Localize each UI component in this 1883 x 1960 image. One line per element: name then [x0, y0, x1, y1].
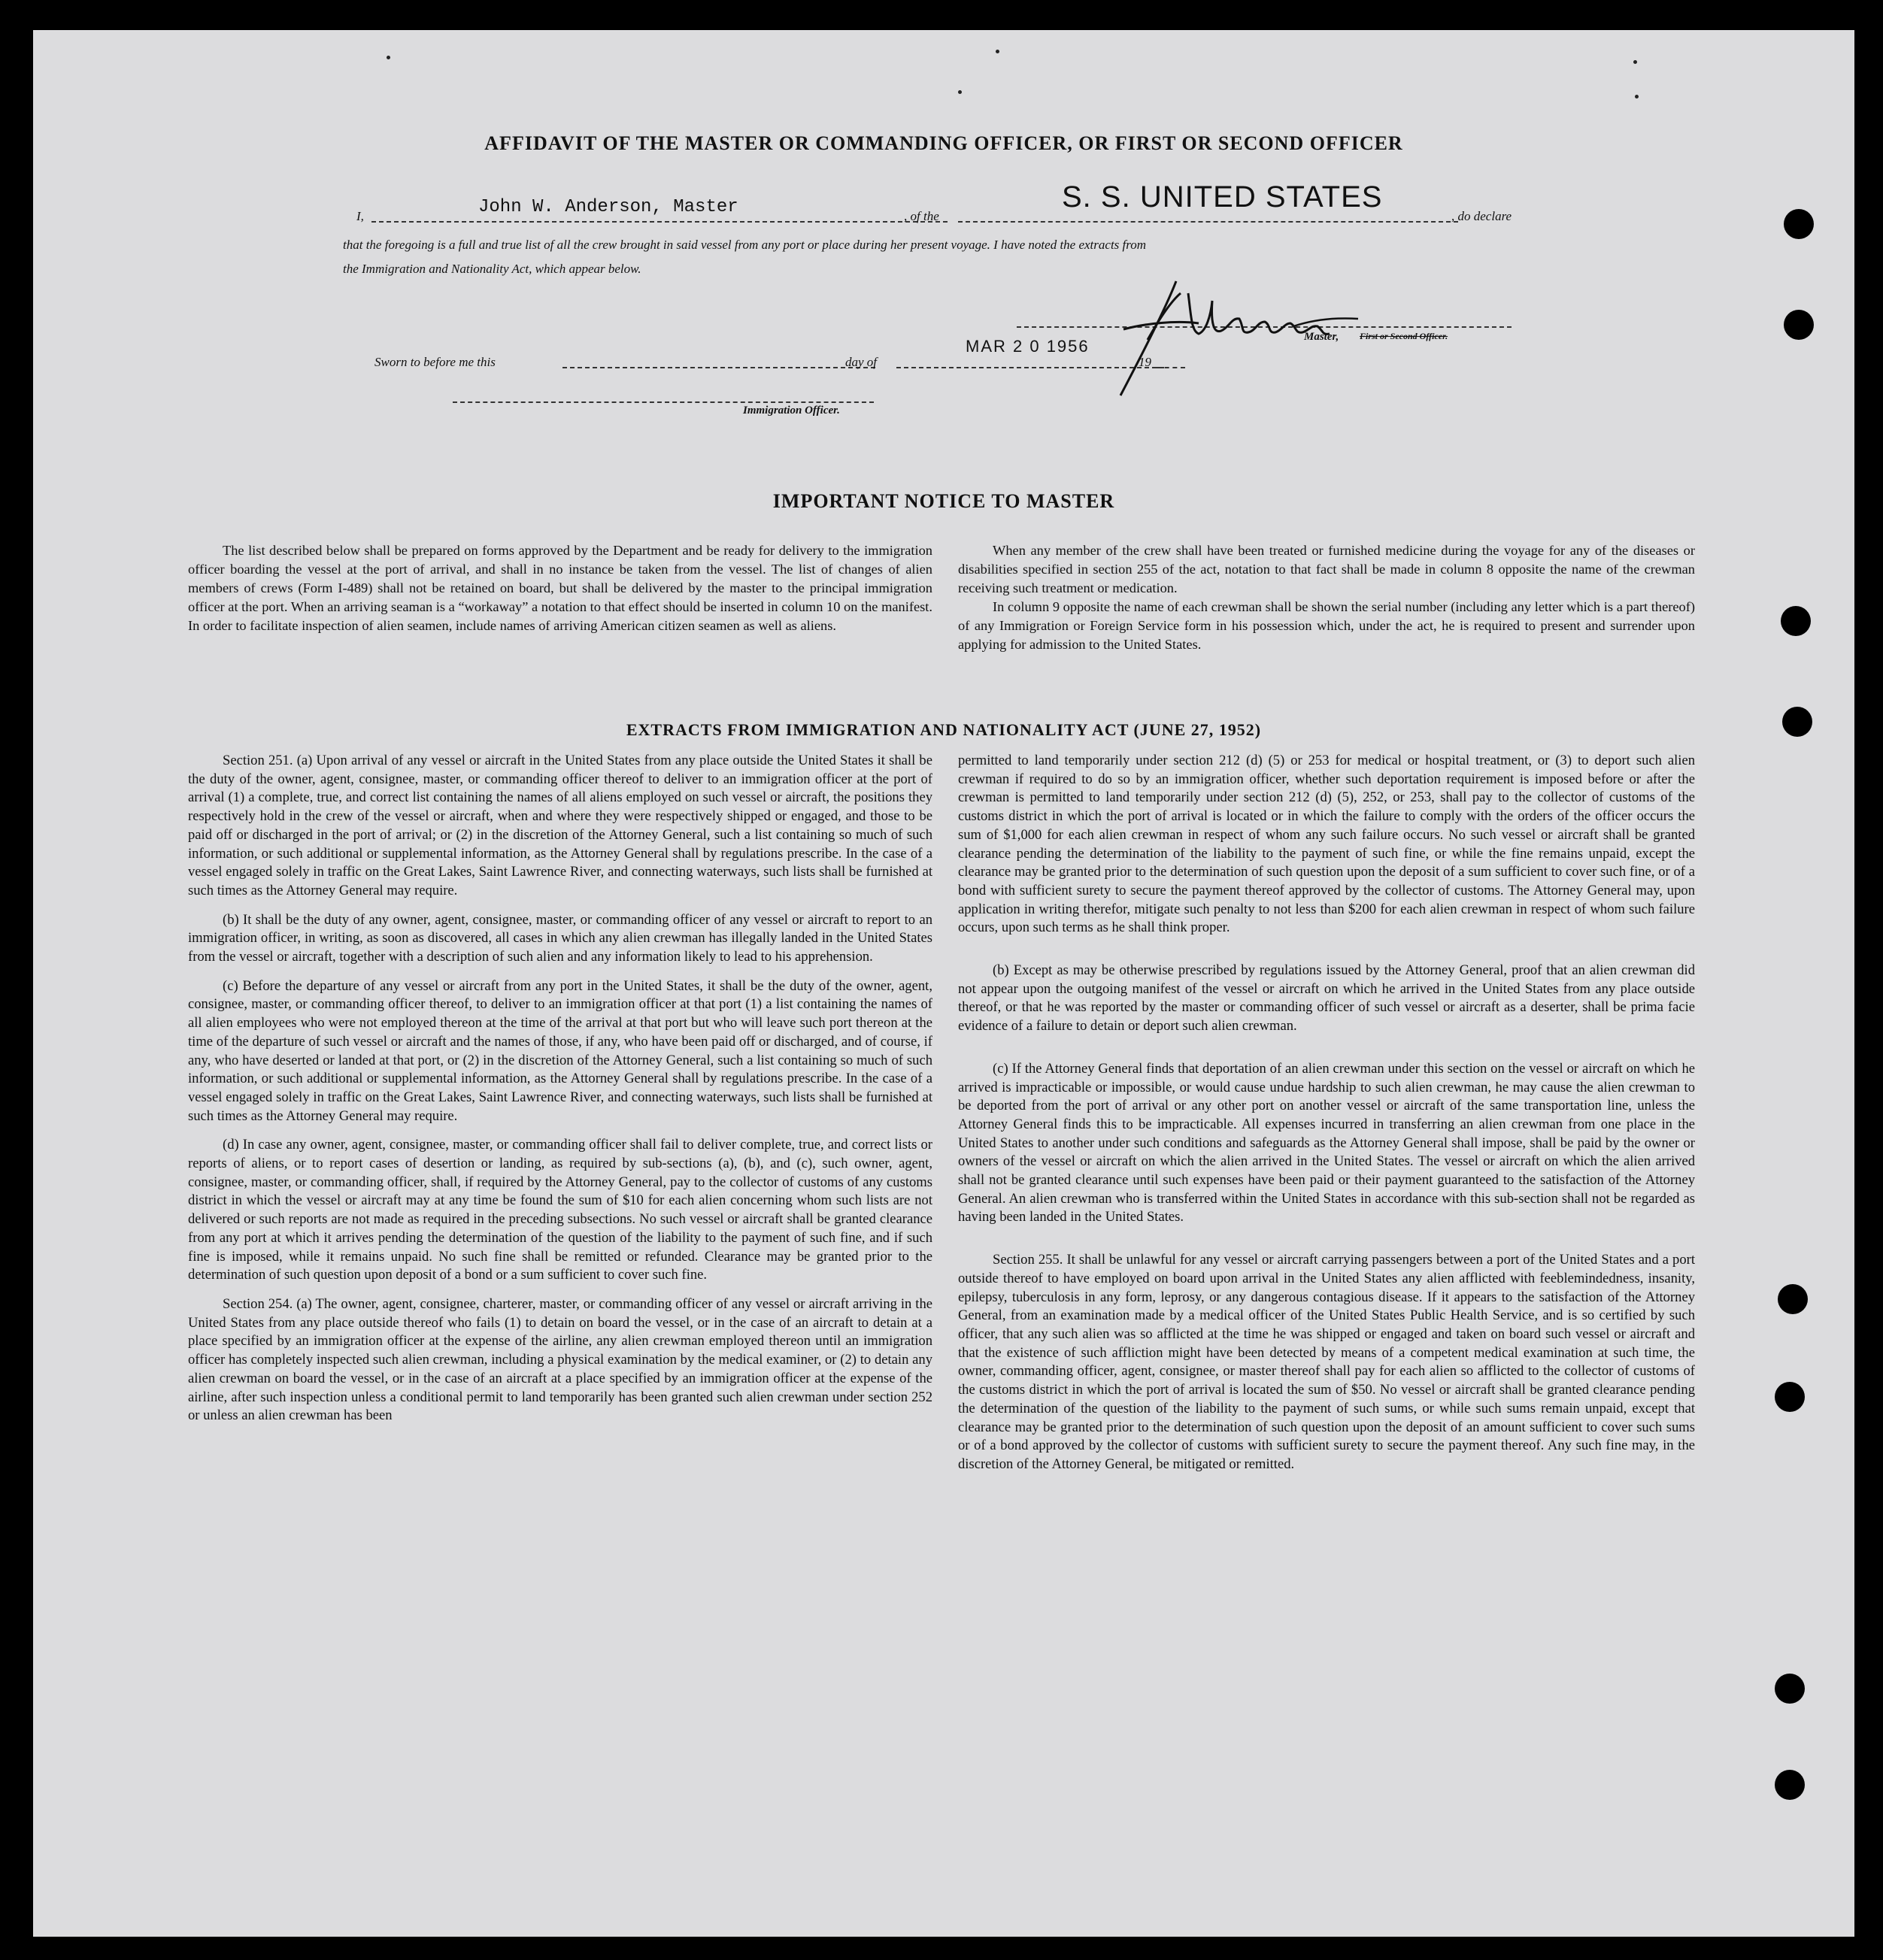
date-stamp: MAR 2 0 1956 [966, 337, 1090, 356]
sworn-label: Sworn to before me this [374, 355, 496, 369]
speck [958, 90, 962, 94]
vessel-name: S. S. UNITED STATES [1062, 180, 1383, 214]
binder-hole [1775, 1674, 1805, 1704]
notice-left-column [188, 541, 932, 635]
binder-hole [1775, 1770, 1805, 1800]
declaration-line-1: that the foregoing is a full and true list of all the crew brought in said vessel from any port or place during her present voyage. I have noted the extracts from [343, 238, 1147, 252]
binder-hole [1778, 1284, 1808, 1314]
i-label: I, [356, 209, 364, 223]
binder-hole [1781, 606, 1811, 636]
section-254-c: (c) If the Attorney General finds that deportation of an alien crewman under this section on the vessel or aircraft on which he arrived is impracticable or impossible, or would cause undue hardship to such alien crewman, he may cause the alien crewman to be deported from the port of arrival or any other port on another vessel or aircraft of the same transportation line, unless the Attorney General finds this to be impracticable. All expenses incurred in transferring an alien crewman from one place in the United States to another under such conditions and safeguards as the Attorney General shall impose, shall be paid by the owner or owners of the vessel or aircraft on which the alien arrived in the United States. The vessel or aircraft on which the alien arrived shall not be granted clearance until such expenses have been paid or their payment guaranteed to the satisfaction of the Attorney General. An alien crewman who is transferred within the United States in accordance with this sub-section shall not be regarded as having been landed in the United States. [958, 1060, 1695, 1225]
section-254-a-continued: permitted to land temporarily under section 212 (d) (5) or 253 for medical or hospital treatment, or (3) to deport such alien crewman if required to do so by an immigration officer, whether such deportation requirement is imposed before or after the crewman is permitted to land temporarily under section 212 (d) (5), 252, or 253, shall pay to the collector of customs of the customs district in which the port of arrival is located or in which the failure to comply with the orders of the officer occurs the sum of $1,000 for each alien crewman in respect of whom any such failure occurs. No such vessel or aircraft shall be granted clearance pending the determination of the liability to the payment of such fine, or while the fine remains unpaid, except the clearance may be granted prior to the determination of such question upon the deposit of a sum sufficient to cover such fine, or of a bond with sufficient surety to secure the payment thereof approved by the collector of customs. The Attorney General may, upon application in writing therefor, mitigate such penalty to not less than $200 for each alien crewman in respect of whom such failure occurs, upon such terms as he shall think proper. [958, 753, 1695, 936]
vessel-line [958, 221, 1458, 223]
of-the-label: , of the [904, 209, 939, 223]
section-251-b: (b) It shall be the duty of any owner, agent, consignee, master, or commanding officer of any vessel or aircraft to report to an immigration officer, in writing, as soon as discovered, all cases in which any alien crewman has illegally landed in the United States from the vessel or aircraft, together with a description of such alien and any information likely to lead to his apprehension. [188, 911, 932, 965]
extracts-right-column [958, 752, 1695, 1474]
notice-right-paragraph-1: When any member of the crew shall have been treated or furnished medicine during the voyage for any of the diseases or disabilities specified in section 255 of the act, notation to that fact shall be made in column 8 opposite the name of the crewman receiving such treatment or medication. [958, 543, 1695, 595]
day-of-label: day of [845, 355, 878, 369]
speck [1635, 95, 1639, 98]
binder-hole [1784, 310, 1814, 340]
declaration-line-2: the Immigration and Nationality Act, which appear below. [343, 262, 641, 276]
extracts-left-column [188, 752, 932, 1425]
notice-right-paragraph-2: In column 9 opposite the name of each crewman shall be shown the serial number (including any letter which is a part thereof) of any Immigration or Foreign Service form in his possession which, under the act, he is required to present and surrender upon applying for admission to the United States. [958, 598, 1695, 652]
sworn-month-line [896, 367, 1164, 368]
section-255: Section 255. It shall be unlawful for any vessel or aircraft carrying passengers between a port of the United States and a port outside thereof to have employed on board upon arrival in the United States any alien afflicted with feeblemindedness, insanity, epilepsy, tuberculosis in any form, leprosy, or any dangerous contagious disease. If it appears to the satisfaction of the Attorney General, from an examination made by a medical officer of the United States Public Health Service, and is so certified by such officer, that any such alien was so afflicted at the time he was shipped or engaged and taken on board such vessel or aircraft and that the existence of such affliction might have been detected by means of a competent medical examination at such time, the owner, commanding officer, agent, consignee, or master thereof shall pay for each alien so afflicted to the collector of customs of the customs district in which the port of arrival is located the sum of $50. No vessel or aircraft shall be granted clearance pending the determination of the question of the liability to the payment of such sums, or while such sums remain unpaid, except that clearance may be granted prior to the determination of such question upon the deposit of an amount sufficient to cover such sums or of a bond approved by the collector of customs with sufficient surety to secure the payment thereof. Any such fine may, in the discretion of the Attorney General, be mitigated or remitted. [958, 1252, 1695, 1472]
year-label: 19 [1139, 355, 1151, 369]
binder-hole [1775, 1382, 1805, 1412]
section-251-d: (d) In case any owner, agent, consignee, master, or commanding officer shall fail to deliver complete, true, and correct lists or reports of aliens, or to report cases of desertion or landing, as required by sub-sections (a), (b), and (c), such owner, agent, consignee, master, or commanding officer, shall, if required by the Attorney General, pay to the collector of customs of any customs district in which the vessel or aircraft may at any time be found the sum of $10 for each alien concerning whom such lists are not delivered or such reports are not made as required in the preceding subsections. No such vessel or aircraft shall be granted clearance from any port at which it arrives pending the determination of the question of the liability to the payment of such fine, and if such fine is imposed, while it remains unpaid. No such fine shall be remitted or refunded. Clearance may be granted prior to the determination of such question upon deposit of a bond or a sum sufficient to cover such fine. [188, 1137, 932, 1283]
speck [996, 50, 999, 53]
name-line [371, 221, 948, 223]
section-251-a: Section 251. (a) Upon arrival of any vessel or aircraft in the United States from any place outside the United States it shall be the duty of the owner, agent, consignee, master, or commanding officer thereof to deliver to an immigration officer at the port of arrival (1) a complete, true, and correct list containing the names of all aliens employed on such vessel or aircraft, the positions they respectively hold in the crew of the vessel or aircraft, when and where they were respectively shipped or engaged, and those to be paid off or discharged in the port of arrival; or (2) in the discretion of the Attorney General, such a list containing so much of such information, or such additional or supplemental information, as the Attorney General shall by regulations prescribe. In the case of a vessel engaged solely in traffic on the Great Lakes, Saint Lawrence River, and connecting waterways, such lists shall be furnished at such times as the Attorney General may require. [188, 753, 932, 898]
section-251-c: (c) Before the departure of any vessel or aircraft from any port in the United States, it shall be the duty of the owner, agent, consignee, master, or commanding officer thereof, to deliver to an immigration officer at that port (1) a list containing the names of all alien employees who were not employed thereon at the time of the arrival at that port but who will leave such port thereon at the time of the departure of such vessel or aircraft and the names of those, if any, who have been paid off or discharged, and of course, if any, who have deserted or landed at that port, or (2) in the discretion of the Attorney General, such a list containing so much of such information, or such additional or supplemental information, as the Attorney General shall by regulations prescribe. In the case of a vessel engaged solely in traffic on the Great Lakes, Saint Lawrence River, and connecting waterways, such lists shall be furnished at such times as the Attorney General may require. [188, 977, 932, 1124]
officer-line [453, 401, 874, 403]
extracts-title: EXTRACTS FROM IMMIGRATION AND NATIONALITY ACT (JUNE 27, 1952) [626, 720, 1262, 739]
speck [387, 56, 390, 59]
struck-officer-label: First or Second Officer. [1360, 331, 1448, 341]
year-line [1157, 367, 1185, 368]
speck [1633, 60, 1637, 64]
notice-left-paragraph: The list described below shall be prepared on forms approved by the Department and be ready for delivery to the immigration officer boarding the vessel at the port of arrival, and shall in no instance be taken from the vessel. The list of changes of alien members of crews (Form I-489) shall not be retained on board, but shall be delivered by the master to the principal immigration officer at the port. When an arriving seaman is a “workaway” a notation to that effect should be inserted in column 10 on the manifest. In order to facilitate inspection of alien seamen, include names of arriving American citizen seamen as well as aliens. [188, 543, 932, 633]
binder-hole [1784, 209, 1814, 239]
notice-right-column [958, 541, 1695, 653]
section-254-b: (b) Except as may be otherwise prescribed by regulations issued by the Attorney General, proof that an alien crewman did not appear upon the outgoing manifest of the vessel or aircraft on which he arrived in the United States from any place outside thereof, or that he was reported by the master or commanding officer of such vessel or aircraft as a deserter, shall be prima facie evidence of a failure to detain or deport such alien crewman. [958, 962, 1695, 1035]
immigration-officer-label: Immigration Officer. [743, 404, 840, 417]
master-label: Master, [1304, 331, 1339, 343]
section-254-a: Section 254. (a) The owner, agent, consignee, charterer, master, or commanding officer of any vessel or aircraft arriving in the United States from any place outside thereof who fails (1) to detain on board the vessel, or in the case of an aircraft to detain at a place specified by an immigration officer at the expense of the airline, any alien crewman employed thereon until an immigration officer has completely inspected such alien crewman, including a physical examination by the medical examiner, or (2) to detain any alien crewman on board the vessel, or in the case of an aircraft at a place specified by an immigration officer at the expense of the airline, after such inspection unless a conditional permit to land temporarily has been granted such alien crewman under section 252 or unless an alien crewman has been [188, 1295, 932, 1424]
notice-title: IMPORTANT NOTICE TO MASTER [772, 490, 1115, 512]
do-declare-label: , do declare [1451, 209, 1512, 223]
affidavit-title: AFFIDAVIT OF THE MASTER OR COMMANDING OFFICER, OR FIRST OR SECOND OFFICER [484, 132, 1403, 154]
document-page [33, 30, 1854, 1937]
master-name: John W. Anderson, Master [478, 197, 738, 217]
sworn-day-line [562, 367, 875, 368]
